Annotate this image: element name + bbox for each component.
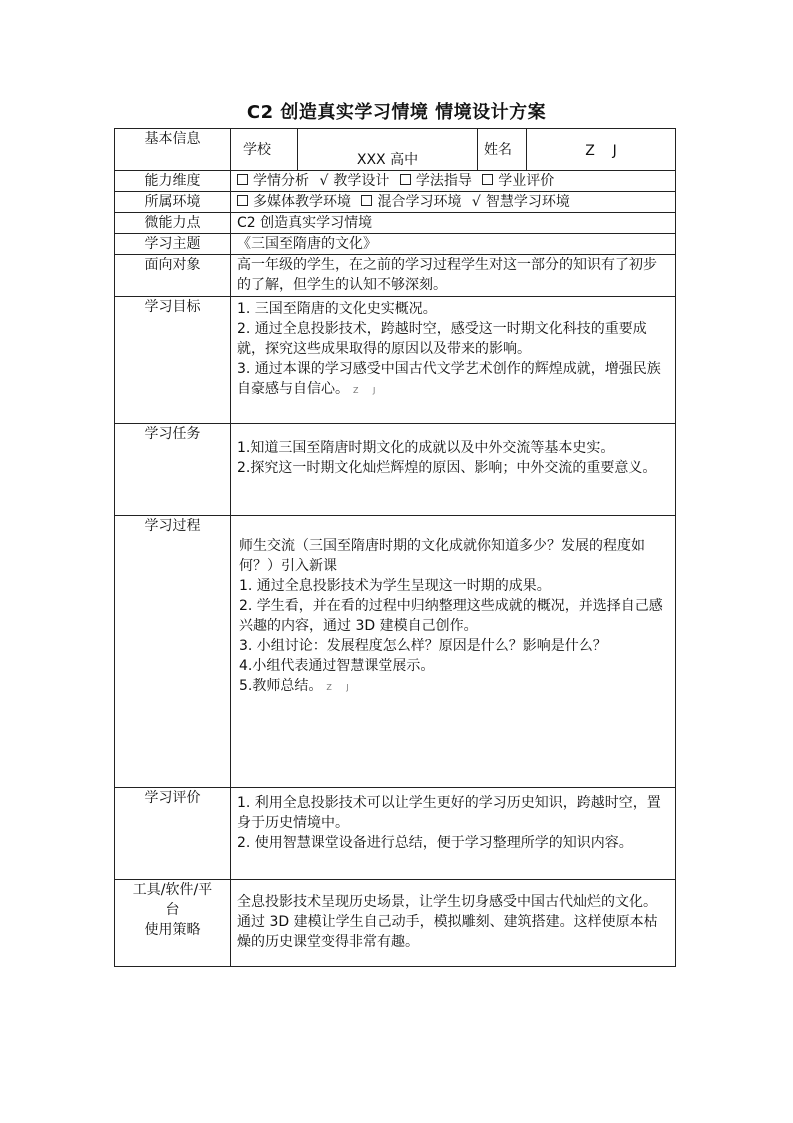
row-audience	[115, 255, 676, 297]
document-title: C2 创造真实学习情境 情境设计方案	[246, 102, 547, 123]
row-ability	[115, 171, 676, 192]
environment-options	[231, 192, 676, 213]
task-item: 2.探究这一时期文化灿烂辉煌的原因、影响；中外交流的重要意义。	[237, 460, 657, 476]
school-label: 学校	[231, 129, 298, 171]
checkmark-icon[interactable]: √	[319, 173, 329, 189]
environment-option-2[interactable]: 混合学习环境	[361, 192, 461, 212]
ability-option-4[interactable]: 学业评价	[482, 171, 554, 191]
ability-option-3[interactable]: 学法指导	[400, 171, 472, 191]
name-value: Z J	[527, 129, 676, 171]
goals-content	[231, 297, 676, 424]
ability-option-1[interactable]: 学情分析	[237, 171, 309, 191]
row-basic-info	[115, 129, 676, 171]
ability-label: 能力维度	[115, 171, 231, 192]
row-process	[115, 516, 676, 788]
evaluation-label: 学习评价	[115, 788, 231, 880]
micro-ability-label: 微能力点	[115, 213, 231, 234]
tasks-label: 学习任务	[115, 424, 231, 516]
micro-ability-value: C2 创造真实学习情境	[231, 213, 676, 234]
basic-info-label: 基本信息	[115, 129, 231, 171]
environment-label: 所属环境	[115, 192, 231, 213]
design-form-table	[114, 128, 676, 967]
row-tasks	[115, 424, 676, 516]
checkbox-unchecked-icon[interactable]	[237, 174, 248, 185]
row-goals	[115, 297, 676, 424]
author-mark: Z J	[326, 683, 355, 692]
checkbox-unchecked-icon[interactable]	[361, 195, 372, 206]
school-value: XXX 高中	[298, 129, 478, 171]
checkbox-unchecked-icon[interactable]	[400, 174, 411, 185]
ability-option-2[interactable]: √ 教学设计	[319, 173, 390, 189]
process-item: 5.教师总结。 Z J	[239, 678, 355, 694]
tasks-content	[231, 424, 676, 516]
evaluation-content	[231, 788, 676, 880]
evaluation-item: 1. 利用全息投影技术可以让学生更好的学习历史知识，跨越时空，置身于历史情境中。	[237, 795, 661, 831]
process-item: 3. 小组讨论：发展程度怎么样？原因是什么？影响是什么？	[239, 638, 607, 654]
audience-label: 面向对象	[115, 255, 231, 297]
evaluation-item: 2. 使用智慧课堂设备进行总结，便于学习整理所学的知识内容。	[237, 835, 633, 851]
goal-item: 3. 通过本课的学习感受中国古代文学艺术创作的辉煌成就，增强民族自豪感与自信心。 Z J	[237, 361, 661, 397]
row-theme	[115, 234, 676, 255]
tools-value: 全息投影技术呈现历史场景，让学生切身感受中国古代灿烂的文化。通过 3D 建模让学生自己动手，模拟雕刻、建筑搭建。这样使原本枯燥的历史课堂变得非常有趣。	[231, 880, 676, 967]
checkmark-icon[interactable]: √	[471, 194, 481, 210]
author-mark: Z J	[353, 386, 382, 395]
task-item: 1.知道三国至隋唐时期文化的成就以及中外交流等基本史实。	[237, 440, 615, 456]
checkbox-unchecked-icon[interactable]	[482, 174, 493, 185]
row-tools	[115, 880, 676, 967]
theme-value: 《三国至隋唐的文化》	[231, 234, 676, 255]
name-label: 姓名	[478, 129, 527, 171]
goal-item: 2. 通过全息投影技术，跨越时空，感受这一时期文化科技的重要成就，探究这些成果取得的原因以及带来的影响。	[237, 321, 647, 357]
goal-item: 1. 三国至隋唐的文化史实概况。	[237, 301, 437, 317]
theme-label: 学习主题	[115, 234, 231, 255]
tools-label: 工具/软件/平 台 使用策略	[115, 880, 231, 967]
goals-label: 学习目标	[115, 297, 231, 424]
process-intro: 师生交流（三国至隋唐时期的文化成就你知道多少？发展的程度如何？）引入新课	[239, 538, 645, 574]
process-item: 4.小组代表通过智慧课堂展示。	[239, 658, 435, 674]
environment-option-1[interactable]: 多媒体教学环境	[237, 192, 351, 212]
audience-value: 高一年级的学生，在之前的学习过程学生对这一部分的知识有了初步的了解，但学生的认知不够深刻。	[231, 255, 676, 297]
checkbox-unchecked-icon[interactable]	[237, 195, 248, 206]
ability-options	[231, 171, 676, 192]
process-item: 2. 学生看，并在看的过程中归纳整理这些成就的概况，并选择自己感兴趣的内容，通过 3D 建模自己创作。	[239, 598, 663, 634]
process-label: 学习过程	[115, 516, 231, 788]
row-evaluation	[115, 788, 676, 880]
row-micro-ability	[115, 213, 676, 234]
environment-option-3[interactable]: √ 智慧学习环境	[471, 194, 570, 210]
process-content	[231, 516, 676, 788]
process-item: 1. 通过全息投影技术为学生呈现这一时期的成果。	[239, 578, 551, 594]
row-environment	[115, 192, 676, 213]
